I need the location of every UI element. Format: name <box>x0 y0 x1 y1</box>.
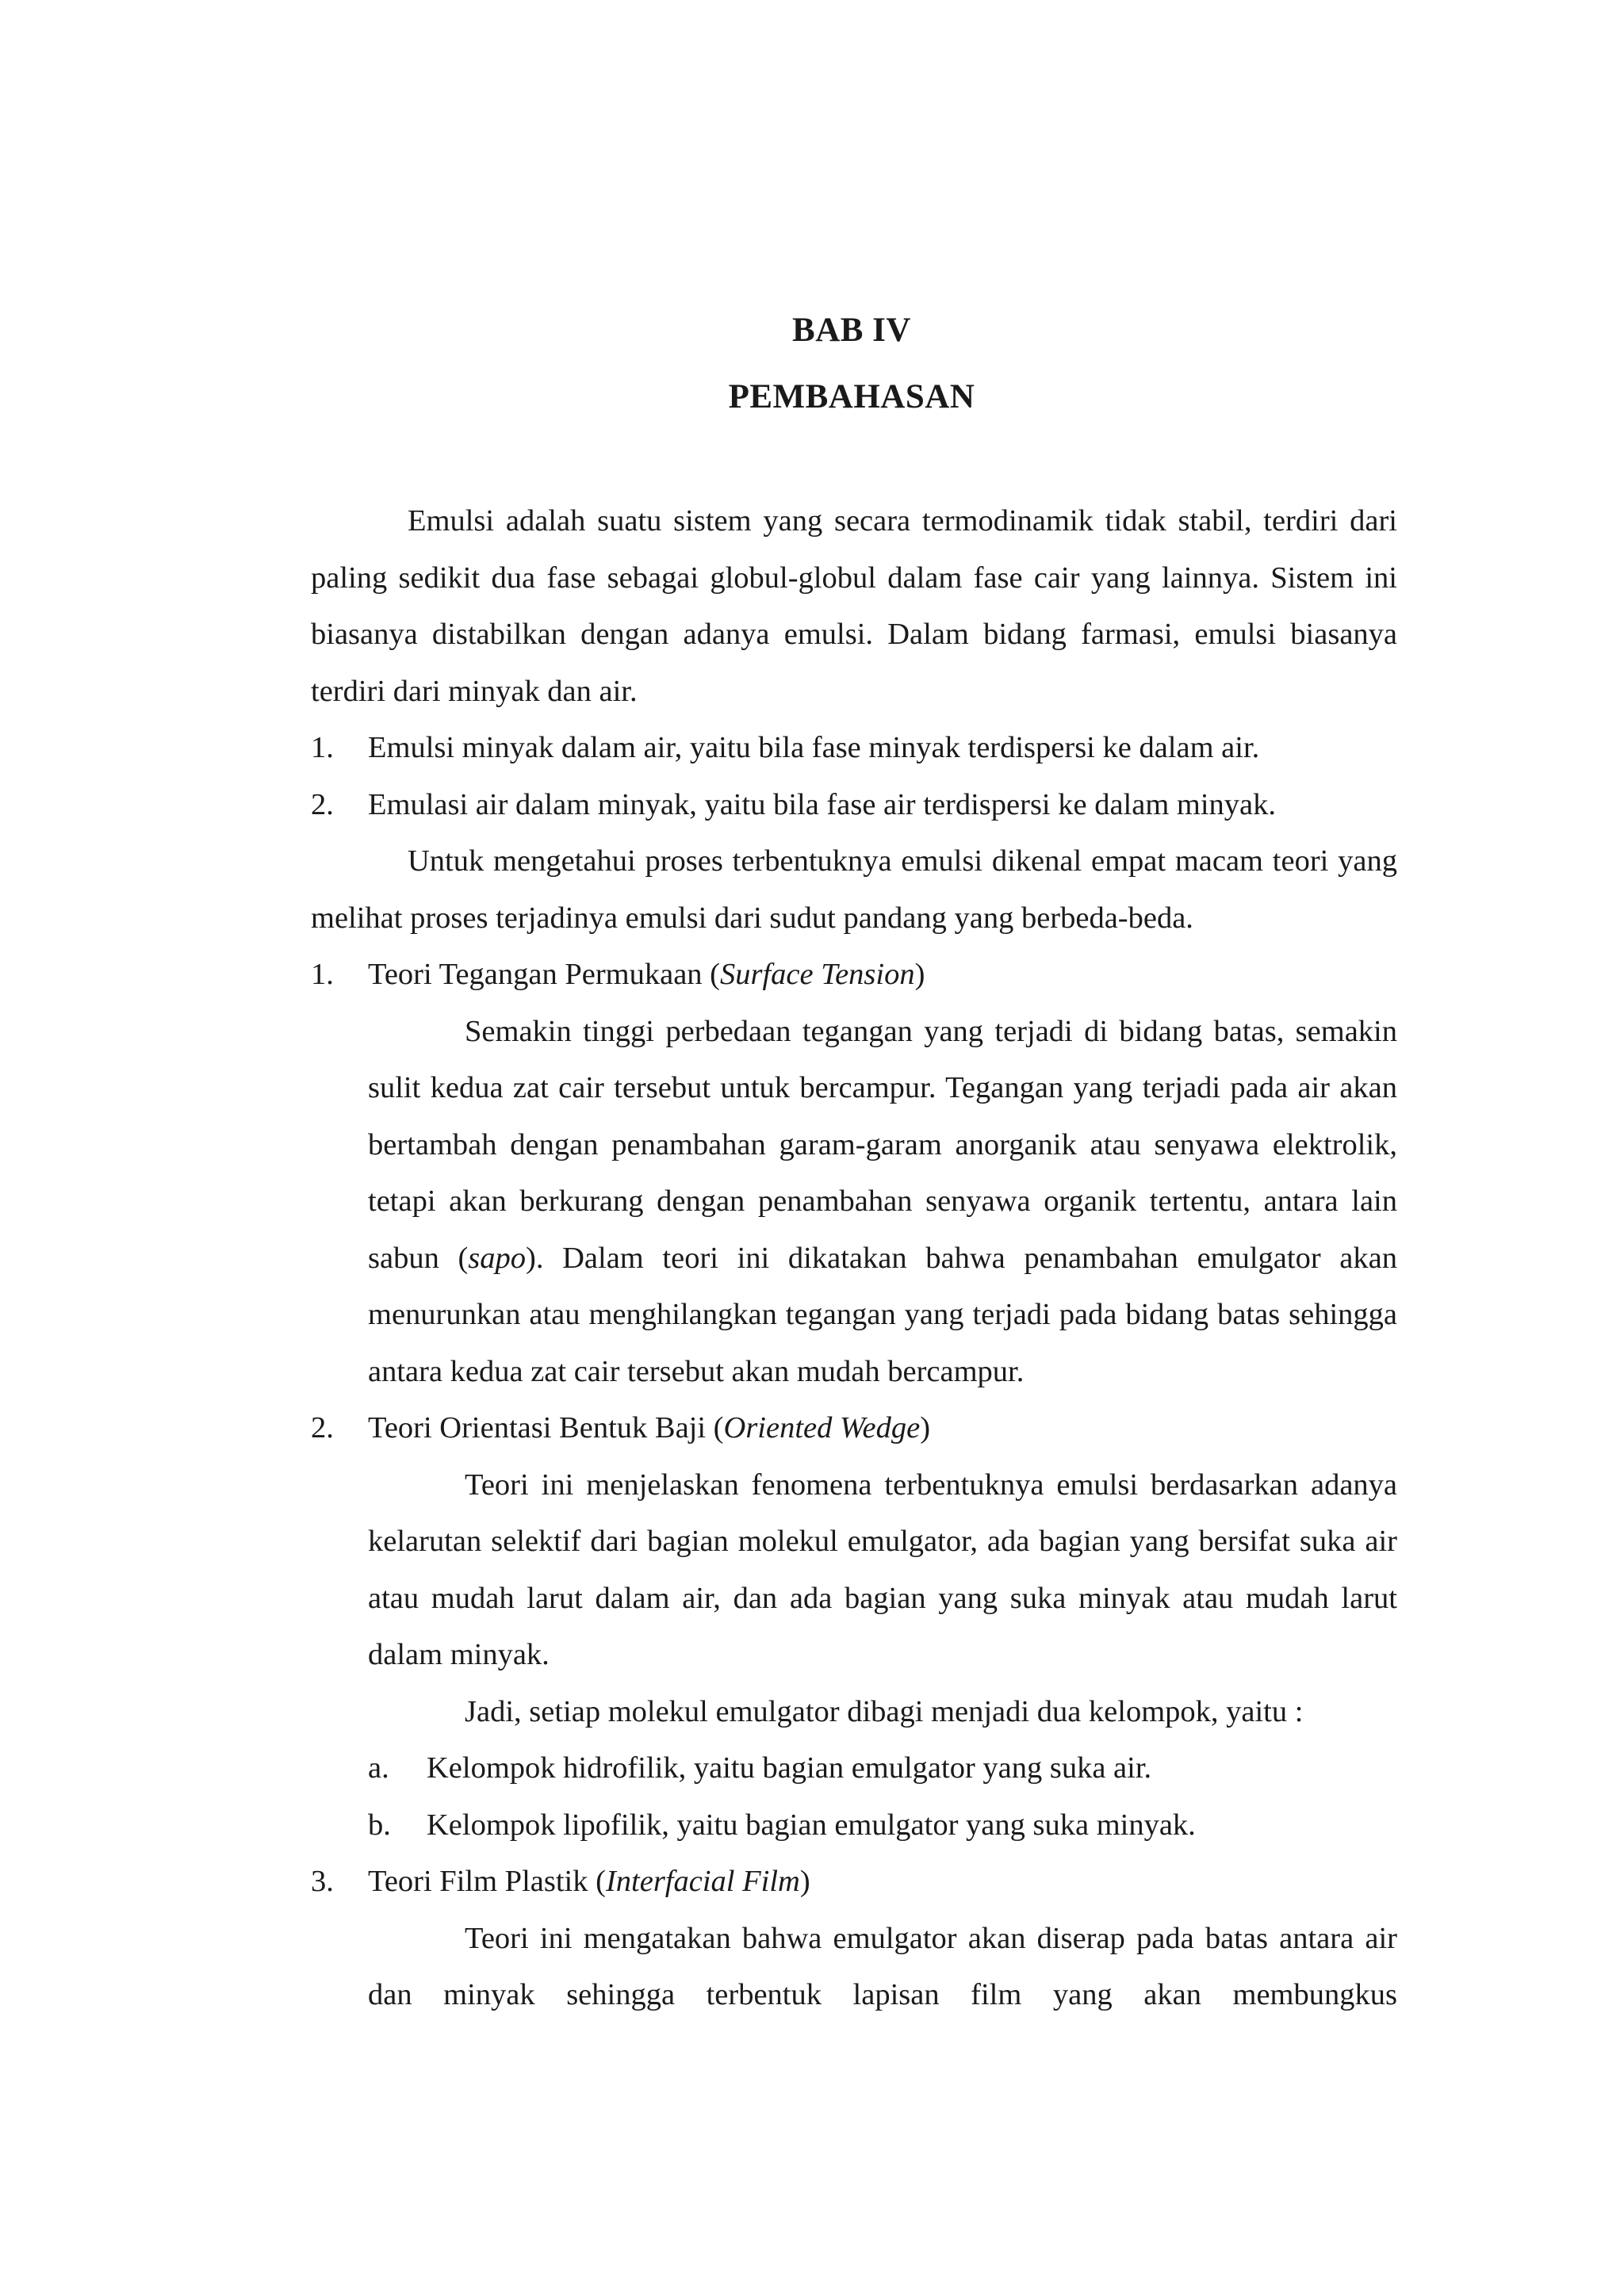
list-item-text: Emulasi air dalam minyak, yaitu bila fase air terdispersi ke dalam minyak. <box>368 787 1277 821</box>
list-number: 1. <box>311 958 334 991</box>
theory-paragraph: Teori ini menjelaskan fenomena terbentuknya emulsi berdasarkan adanya kelarutan selektif dari bagian molekul emulgator, ada bagian yang bersifat suka air atau mudah larut dalam air, dan ada bagian yang suka minyak atau mudah larut dalam minyak. <box>368 1468 1397 1671</box>
group-item-text: Kelompok hidrofilik, yaitu bagian emulgator yang suka air. <box>427 1751 1152 1785</box>
theory-title: Teori Film Plastik ( <box>368 1865 606 1898</box>
theory-body <box>311 1911 1397 2024</box>
intro-paragraph: Emulsi adalah suatu sistem yang secara termodinamik tidak stabil, terdiri dari paling sedikit dua fase sebagai globul-globul dalam fase cair yang lainnya. Sistem ini biasanya distabilkan dengan adanya emulsi. Dalam bidang farmasi, emulsi biasanya terdiri dari minyak dan air. <box>311 504 1397 708</box>
document-body <box>311 493 1397 2024</box>
theory-title-term: Oriented Wedge <box>723 1411 921 1445</box>
theory-title-term: Interfacial Film <box>605 1865 800 1898</box>
theory-title-term: Surface Tension <box>719 958 915 991</box>
theory-heading <box>311 1854 1397 1911</box>
theory-title: Teori Orientasi Bentuk Baji ( <box>368 1411 724 1445</box>
list-number: 1. <box>311 731 334 764</box>
theory-title-close: ) <box>799 1865 810 1898</box>
list-letter: a. <box>368 1751 389 1785</box>
theory-paragraph: Teori ini mengatakan bahwa emulgator akan diserap pada batas antara air dan minyak sehingga terbentuk lapisan film yang akan membungkus <box>368 1921 1397 2011</box>
theory-title-close: ) <box>920 1411 931 1445</box>
group-item <box>311 1740 1397 1797</box>
chapter-title: PEMBAHASAN <box>728 378 975 415</box>
group-item <box>311 1797 1397 1854</box>
list-item-text: Emulsi minyak dalam air, yaitu bila fase minyak terdispersi ke dalam air. <box>368 731 1260 764</box>
theory-paragraph-term: sapo <box>468 1241 527 1275</box>
list-letter: b. <box>368 1808 391 1842</box>
chapter-heading: BAB IV <box>792 312 911 349</box>
theory-paragraph: Jadi, setiap molekul emulgator dibagi menjadi dua kelompok, yaitu : <box>465 1694 1304 1728</box>
list-number: 2. <box>311 787 334 821</box>
theory-body <box>311 1004 1397 1401</box>
emulsion-type-item <box>311 720 1397 777</box>
theory-intro-paragraph: Untuk mengetahui proses terbentuknya emulsi dikenal empat macam teori yang melihat proses terjadinya emulsi dari sudut pandang yang berbeda-beda. <box>311 844 1397 935</box>
group-item-text: Kelompok lipofilik, yaitu bagian emulgator yang suka minyak. <box>427 1808 1196 1842</box>
theory-heading <box>311 1400 1397 1457</box>
theory-title-close: ) <box>914 958 925 991</box>
theory-paragraph-text: Semakin tinggi perbedaan tegangan yang terjadi di bidang batas, semakin sulit kedua zat cair tersebut untuk bercampur. Tegangan yang terjadi pada air akan bertambah dengan penambahan garam-garam anorganik atau senyawa elektrolik, tetapi akan berkurang dengan penambahan senyawa organik tertentu, antara lain sabun ( <box>368 1014 1397 1275</box>
list-number: 2. <box>311 1411 334 1445</box>
theory-body <box>311 1457 1397 1741</box>
theory-title: Teori Tegangan Permukaan ( <box>368 958 720 991</box>
emulsion-type-item <box>311 777 1397 834</box>
list-number: 3. <box>311 1865 334 1898</box>
theory-heading <box>311 947 1397 1004</box>
theory-paragraph <box>368 1004 1397 1401</box>
theory-paragraph-text: ). Dalam teori ini dikatakan bahwa penambahan emulgator akan menurunkan atau menghilangkan tegangan yang terjadi pada bidang batas sehingga antara kedua zat cair tersebut akan mudah bercampur. <box>368 1241 1397 1388</box>
